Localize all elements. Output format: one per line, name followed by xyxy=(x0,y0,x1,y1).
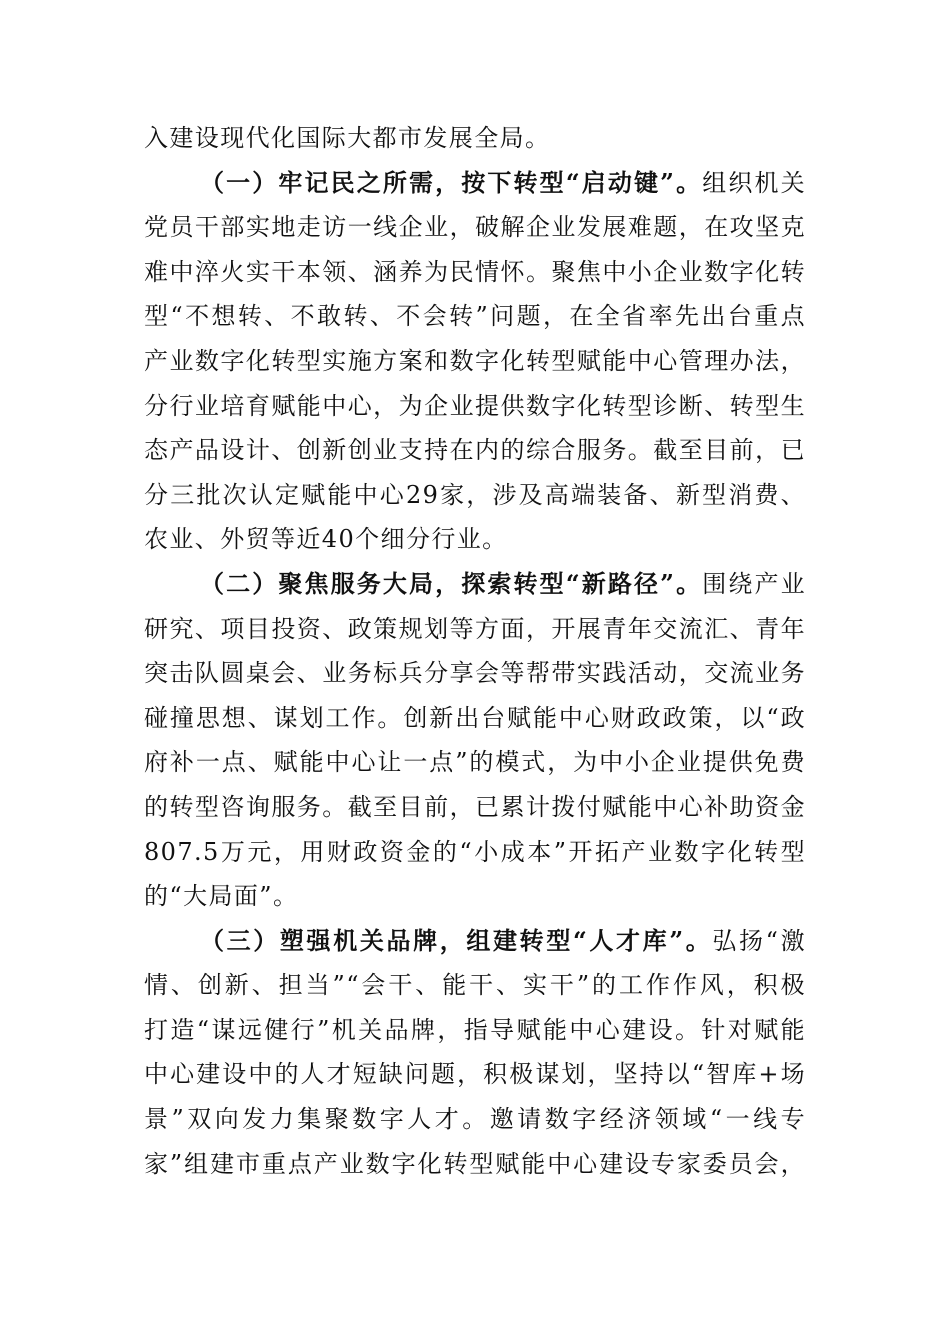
paragraph-line: 分行业培育赋能中心，为企业提供数字化转型诊断、转型生 xyxy=(144,391,806,420)
section-2-first-line xyxy=(144,562,806,607)
paragraph-line: 807.5万元，用财政资金的“小成本”开拓产业数字化转型 xyxy=(144,837,806,866)
paragraph-line: 产业数字化转型实施方案和数字化转型赋能中心管理办法， xyxy=(144,346,806,375)
paragraph-line: 碰撞思想、谋划工作。创新出台赋能中心财政政策，以“政 xyxy=(144,703,806,732)
section-3-heading: （三）塑强机关品牌，组建转型“人才库”。 xyxy=(200,925,713,955)
intro-line: 入建设现代化国际大都市发展全局。 xyxy=(144,124,551,152)
paragraph-line: 府补一点、赋能中心让一点”的模式，为中小企业提供免费 xyxy=(144,748,806,777)
section-2-text: 围绕产业 xyxy=(702,569,806,598)
paragraph-line: 中心建设中的人才短缺问题，积极谋划，坚持以“智库+场 xyxy=(144,1060,806,1089)
paragraph-line: 研究、项目投资、政策规划等方面，开展青年交流汇、青年 xyxy=(144,614,806,643)
section-1-heading: （一）牢记民之所需，按下转型“启动键”。 xyxy=(200,167,703,197)
section-3-text: 弘扬“激 xyxy=(712,926,806,955)
paragraph-line: 的转型咨询服务。截至目前，已累计拨付赋能中心补助资金 xyxy=(144,792,806,821)
section-2 xyxy=(144,562,806,919)
paragraph-line: 的“大局面”。 xyxy=(144,882,299,911)
paragraph-line: 态产品设计、创新创业支持在内的综合服务。截至目前，已 xyxy=(144,436,806,465)
paragraph-line: 打造“谋远健行”机关品牌，指导赋能中心建设。针对赋能 xyxy=(144,1015,806,1044)
section-3-first-line xyxy=(144,919,806,964)
section-1 xyxy=(144,161,806,562)
paragraph-line: 农业、外贸等近40个细分行业。 xyxy=(144,525,508,554)
section-3 xyxy=(144,919,806,1187)
paragraph-line: 分三批次认定赋能中心29家，涉及高端装备、新型消费、 xyxy=(144,480,806,509)
section-2-heading: （二）聚焦服务大局，探索转型“新路径”。 xyxy=(200,568,703,598)
paragraph-line: 难中淬火实干本领、涵养为民情怀。聚焦中小企业数字化转 xyxy=(144,257,806,286)
document-body xyxy=(144,116,806,1186)
paragraph-line: 家”组建市重点产业数字化转型赋能中心建设专家委员会， xyxy=(144,1149,806,1178)
paragraph-line: 突击队圆桌会、业务标兵分享会等帮带实践活动，交流业务 xyxy=(144,659,806,688)
paragraph-line: 景”双向发力集聚数字人才。邀请数字经济领域“一线专 xyxy=(144,1105,806,1134)
section-1-first-line xyxy=(144,161,806,206)
section-1-text: 组织机关 xyxy=(702,168,806,197)
paragraph-line: 党员干部实地走访一线企业，破解企业发展难题，在攻坚克 xyxy=(144,213,806,242)
paragraph-line: 情、创新、担当”“会干、能干、实干”的工作作风，积极 xyxy=(144,971,806,1000)
paragraph-line: 型“不想转、不敢转、不会转”问题，在全省率先出台重点 xyxy=(144,302,806,331)
